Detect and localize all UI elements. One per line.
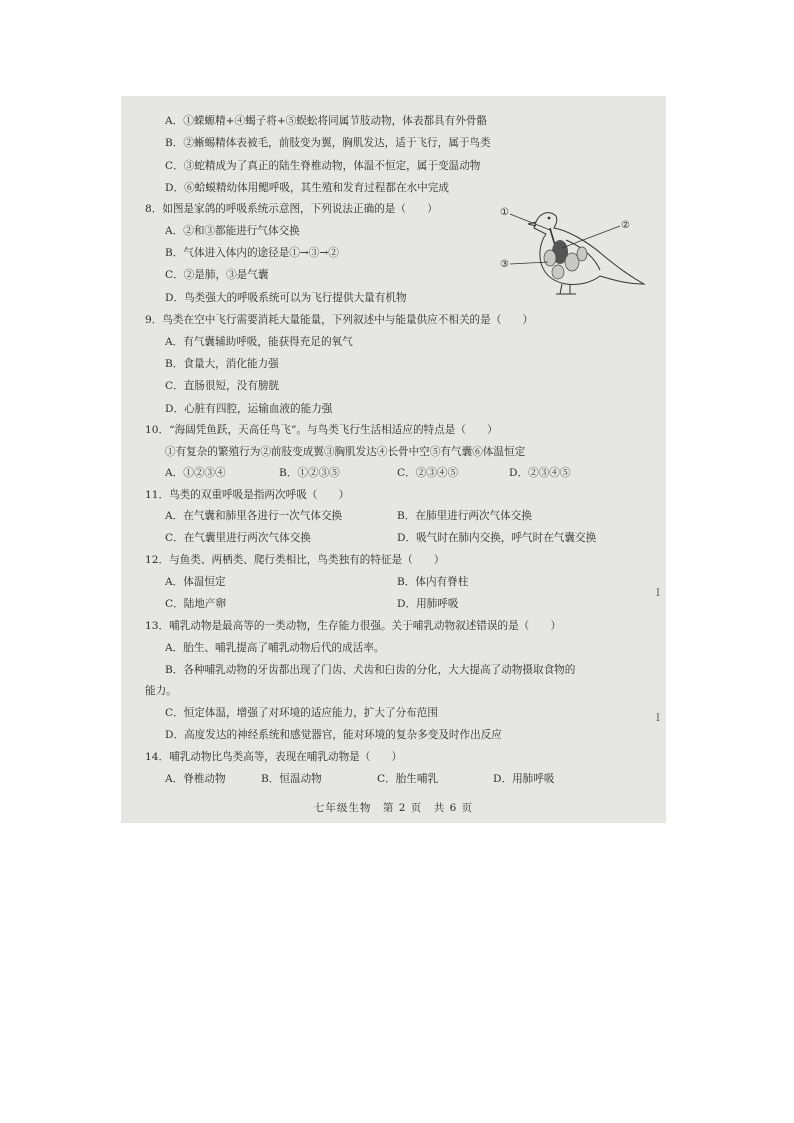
q11-option-b: B．在肺里进行两次气体交换 [397,510,532,522]
margin-mark: I [656,588,660,599]
pigeon-eye [548,217,551,220]
q11-option-a: A．在气囊和肺里各进行一次气体交换 [165,510,343,522]
q13-option-b-continued: 能力。 [145,685,177,697]
q10-stem: 10．“海阔凭鱼跃，天高任鸟飞”。与鸟类飞行生活相适应的特点是（ ） [145,424,498,436]
q12-option-b: B．体内有脊柱 [397,576,469,588]
exam-page [121,96,666,823]
q9-option-a: A．有气囊辅助呼吸，能获得充足的氧气 [165,336,353,348]
q12-option-d: D．用肺呼吸 [397,598,459,610]
margin-mark: I [656,713,660,724]
q14-option-b: B．恒温动物 [261,773,322,785]
page-footer: 七年级生物 第 2 页 共 6 页 [313,802,474,814]
q7-option-c: C．③蛇精成为了真正的陆生脊椎动物，体温不恒定，属于变温动物 [165,160,481,172]
q13-option-a: A．胎生、哺乳提高了哺乳动物后代的成活率。 [165,642,385,654]
q9-option-c: C．直肠很短，没有膀胱 [165,380,280,392]
q13-option-b: B．各种哺乳动物的牙齿都出现了门齿、犬齿和臼齿的分化，大大提高了动物摄取食物的 [165,664,576,676]
q7-option-b: B．②蜥蜴精体表被毛，前肢变为翼，胸肌发达，适于飞行，属于鸟类 [165,137,491,149]
pigeon-legs [556,284,576,294]
q12-option-a: A．体温恒定 [165,576,226,588]
q10-option-c: C．②③④⑤ [397,467,459,479]
q8-option-a: A．②和③都能进行气体交换 [165,225,300,237]
q8-stem: 8．如图是家鸽的呼吸系统示意图，下列说法正确的是（ ） [145,203,438,215]
diagram-label-2: ② [621,220,630,231]
q10-option-a: A．①②③④ [165,467,226,479]
q9-option-b: B．食量大，消化能力强 [165,358,279,370]
q10-option-d: D．②③④⑤ [509,467,571,479]
q14-option-c: C．胎生哺乳 [377,773,439,785]
pigeon-respiratory-diagram [496,200,651,296]
q13-stem: 13．哺乳动物是最高等的一类动物，生存能力很强。关于哺乳动物叙述错误的是（ ） [145,620,562,632]
q14-option-a: A．脊椎动物 [165,773,226,785]
q11-stem: 11．鸟类的双重呼吸是指两次呼吸（ ） [145,489,350,501]
q12-stem: 12．与鱼类、两栖类、爬行类相比，鸟类独有的特征是（ ） [145,554,445,566]
q10-sub-statements: ①有复杂的繁殖行为②前肢变成翼③胸肌发达④长骨中空⑤有气囊⑥体温恒定 [165,446,526,458]
q11-option-d: D．吸气时在肺内交换，呼气时在气囊交换 [397,532,597,544]
q14-option-d: D．用肺呼吸 [493,773,555,785]
q8-option-c: C．②是肺，③是气囊 [165,269,269,281]
q10-option-b: B．①②③⑤ [279,467,340,479]
q7-option-a: A．①蝾螈精+④蝎子将+⑤蜈蚣将同属节肢动物，体表都具有外骨骼 [165,115,488,127]
q9-option-d: D．心脏有四腔，运输血液的能力强 [165,403,333,415]
q11-option-c: C．在气囊里进行两次气体交换 [165,532,311,544]
q13-option-d: D．高度发达的神经系统和感觉器官，能对环境的复杂多变及时作出反应 [165,729,502,741]
q14-stem: 14．哺乳动物比鸟类高等，表现在哺乳动物是（ ） [145,751,403,763]
diagram-label-3: ③ [500,259,509,270]
q9-stem: 9．鸟类在空中飞行需要消耗大量能量，下列叙述中与能量供应不相关的是（ ） [145,314,534,326]
q8-option-b: B．气体进入体内的途径是①→③→② [165,247,339,259]
diagram-label-1: ① [500,207,509,218]
q13-option-c: C．恒定体温，增强了对环境的适应能力，扩大了分布范围 [165,707,438,719]
q7-option-d: D．⑥蛤蟆精幼体用鳃呼吸，其生殖和发育过程都在水中完成 [165,182,449,194]
q8-option-d: D．鸟类强大的呼吸系统可以为飞行提供大量有机物 [165,292,407,304]
q12-option-c: C．陆地产卵 [165,598,227,610]
